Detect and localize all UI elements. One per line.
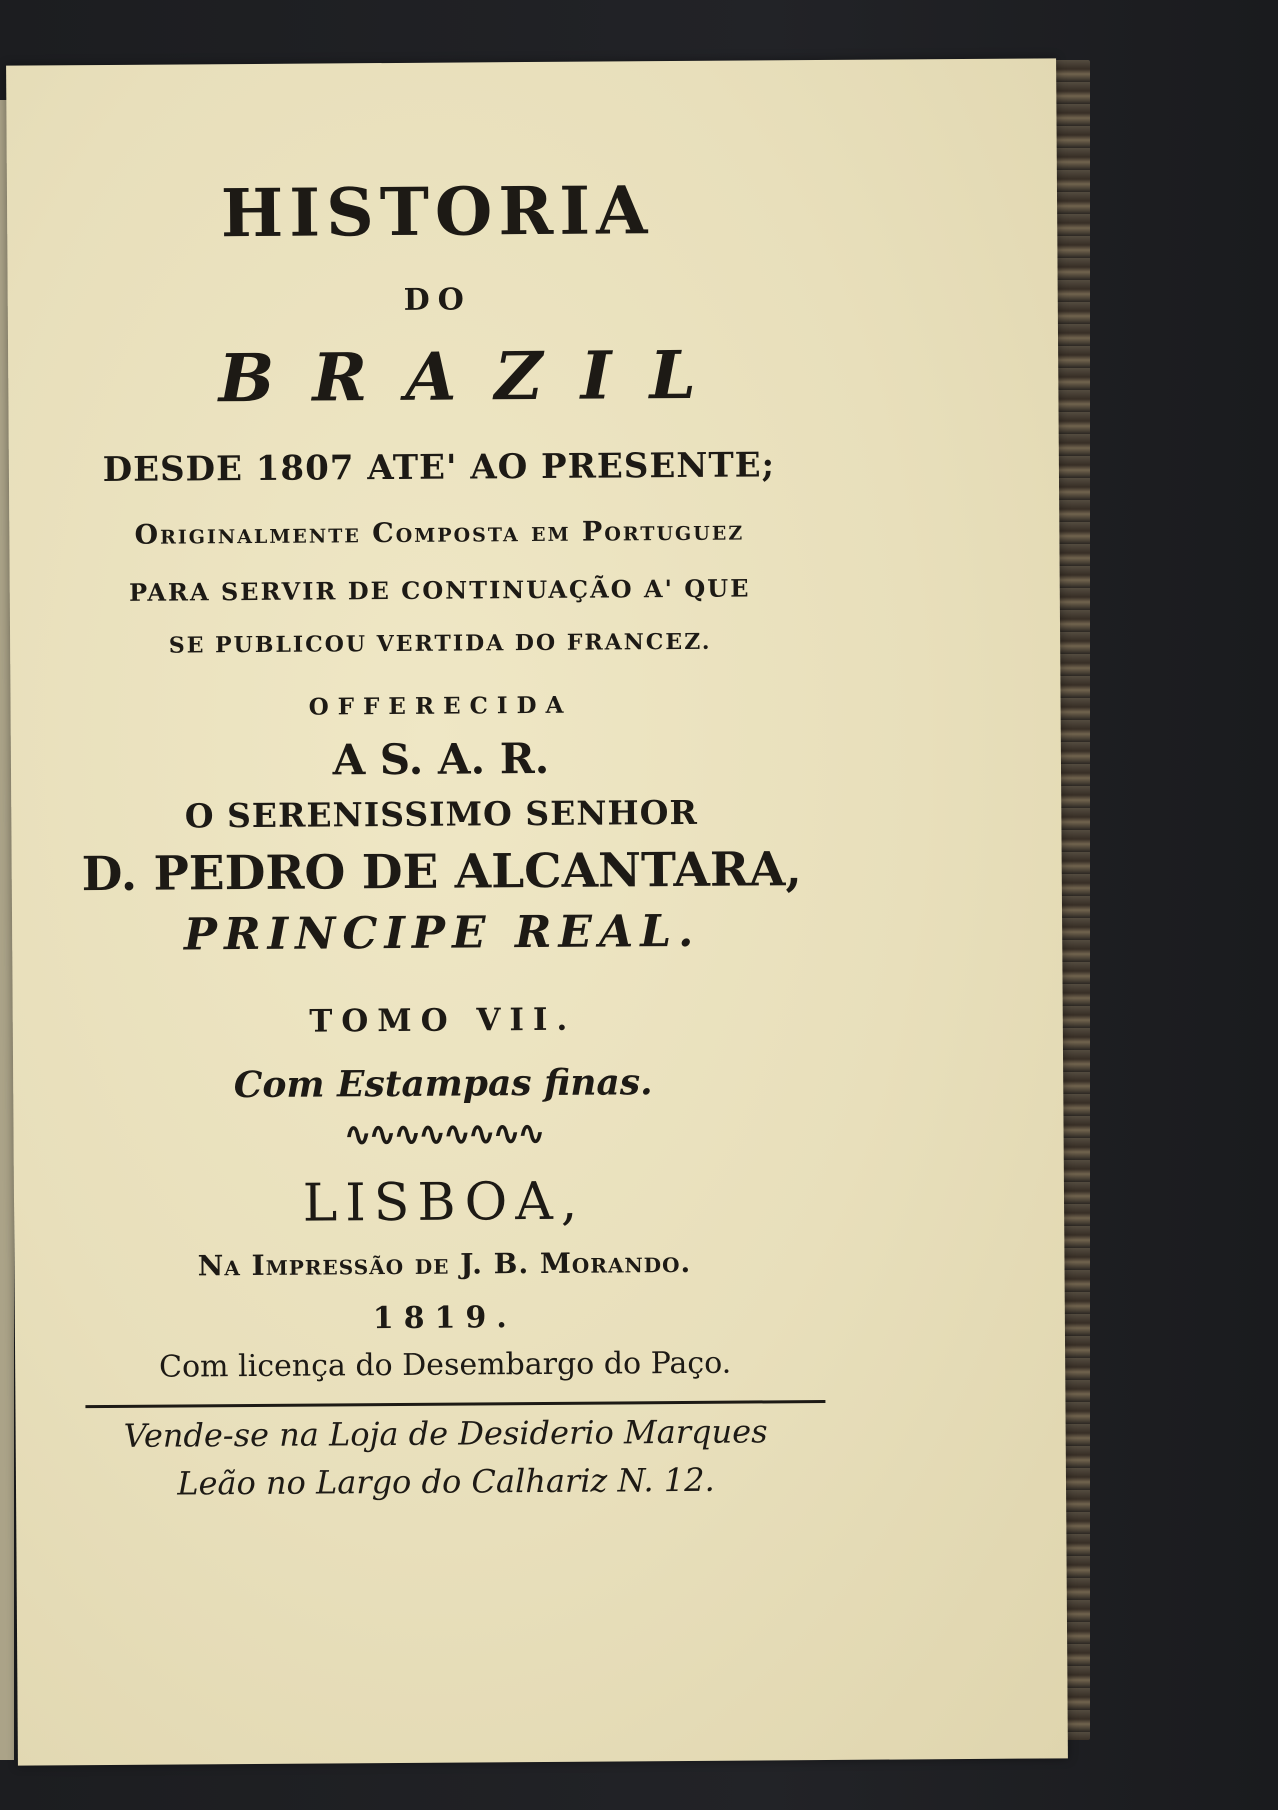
description-line-2: PARA SERVIR DE CONTINUAÇÃO A' QUE [128, 573, 751, 607]
recipient-honorific: O SERENISSIMO SENHOR [184, 792, 698, 836]
horizontal-rule [85, 1400, 825, 1408]
recipient-title: A S. A. R. [332, 733, 550, 785]
seller-line-2: Leão no Largo do Calhariz N. 12. [177, 1460, 715, 1503]
title-country: BRAZIL [218, 335, 735, 418]
imprint-printer: Na Impressão de J. B. Morando. [197, 1245, 692, 1283]
description-line-3: SE PUBLICOU VERTIDA DO FRANCEZ. [168, 628, 712, 659]
volume-number: TOMO VII. [309, 1001, 577, 1040]
description-line-1: Originalmente Composta em Portuguez [134, 515, 745, 551]
seller-line-1: Vende-se na Loja de Desiderio Marques [123, 1412, 768, 1455]
title-page [6, 58, 1068, 1765]
ornament-divider: ∿∿∿∿∿∿∿∿ [344, 1113, 543, 1154]
imprint-year: 1819. [372, 1300, 517, 1337]
illustrations-note: Com Estampas finas. [233, 1061, 653, 1107]
imprint-city: LISBOA, [302, 1171, 586, 1234]
imprint-license: Com licença do Desembargo do Paço. [158, 1345, 732, 1385]
title-connector: DO [403, 282, 472, 318]
offered-label: OFFERECIDA [308, 691, 573, 721]
recipient-rank: PRINCIPE REAL. [183, 905, 701, 961]
recipient-name: D. PEDRO DE ALCANTARA, [81, 842, 802, 903]
book-title: HISTORIA [220, 171, 654, 253]
subtitle: DESDE 1807 ATE' AO PRESENTE; [102, 445, 776, 491]
